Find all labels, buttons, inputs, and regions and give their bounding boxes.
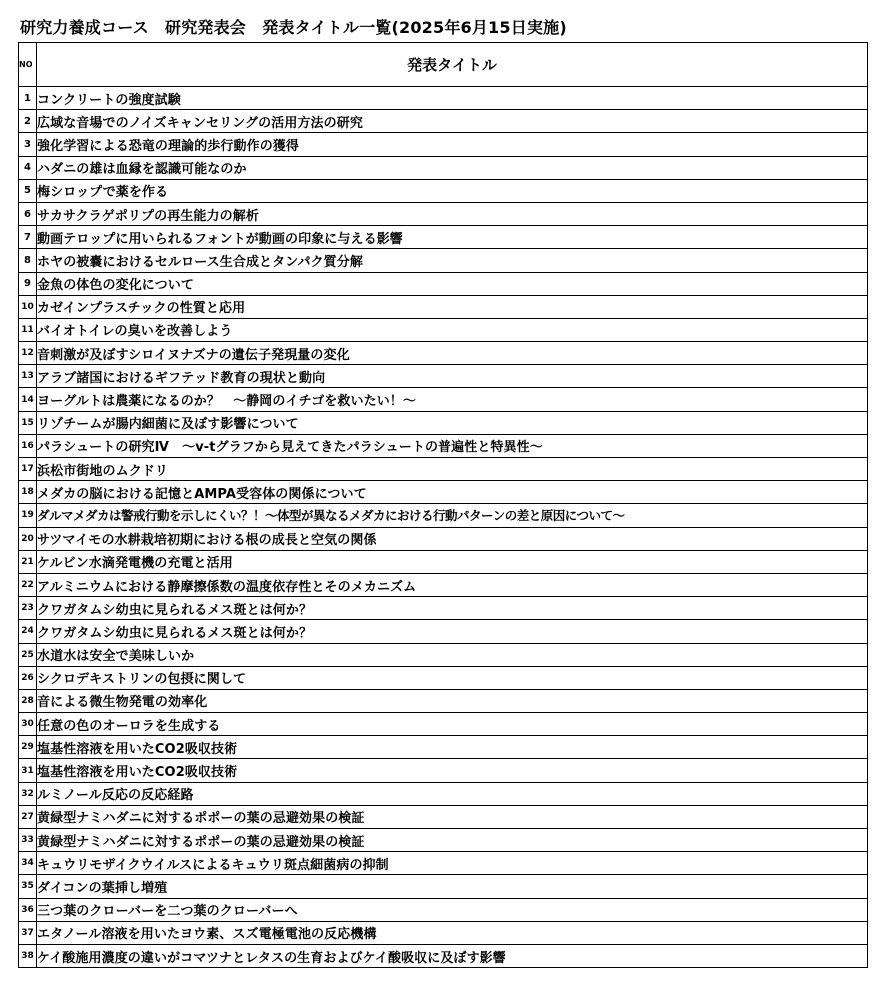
table-row bbox=[19, 411, 868, 434]
table-row bbox=[19, 921, 868, 944]
presentation-title: 音による微生物発電の効率化 bbox=[37, 689, 868, 712]
row-number: 8 bbox=[19, 249, 37, 272]
presentation-title: メダカの脳における記憶とAMPA受容体の関係について bbox=[37, 481, 868, 504]
table-row bbox=[19, 852, 868, 875]
presentation-title: シクロデキストリンの包摂に関して bbox=[37, 666, 868, 689]
table-row bbox=[19, 805, 868, 828]
table-row bbox=[19, 365, 868, 388]
row-number: 38 bbox=[19, 944, 37, 967]
row-number: 27 bbox=[19, 805, 37, 828]
table-row bbox=[19, 458, 868, 481]
presentation-title: アラブ諸国におけるギフテッド教育の現状と動向 bbox=[37, 365, 868, 388]
table-row bbox=[19, 713, 868, 736]
presentation-title: 強化学習による恐竜の理論的歩行動作の獲得 bbox=[37, 133, 868, 156]
table-row bbox=[19, 875, 868, 898]
presentation-title: サカサクラゲポリプの再生能力の解析 bbox=[37, 202, 868, 225]
presentation-title: 黄緑型ナミハダニに対するポポーの葉の忌避効果の検証 bbox=[37, 829, 868, 852]
row-number: 22 bbox=[19, 573, 37, 596]
table-row bbox=[19, 759, 868, 782]
presentation-title: 浜松市街地のムクドリ bbox=[37, 458, 868, 481]
presentation-title: エタノール溶液を用いたヨウ素、スズ電極電池の反応機構 bbox=[37, 921, 868, 944]
row-number: 10 bbox=[19, 295, 37, 318]
presentation-title: 任意の色のオーロラを生成する bbox=[37, 713, 868, 736]
table-row bbox=[19, 87, 868, 110]
presentation-title: 広域な音場でのノイズキャンセリングの活用方法の研究 bbox=[37, 110, 868, 133]
table-row bbox=[19, 133, 868, 156]
presentation-title: ケルビン水滴発電機の充電と活用 bbox=[37, 550, 868, 573]
presentation-title: 金魚の体色の変化について bbox=[37, 272, 868, 295]
table-row bbox=[19, 597, 868, 620]
table-row bbox=[19, 666, 868, 689]
row-number: 37 bbox=[19, 921, 37, 944]
row-number: 4 bbox=[19, 156, 37, 179]
presentation-title: クワガタムシ幼虫に見られるメス斑とは何か？ bbox=[37, 620, 868, 643]
table-row bbox=[19, 249, 868, 272]
row-number: 32 bbox=[19, 782, 37, 805]
table-row bbox=[19, 782, 868, 805]
presentation-title: 動画テロップに用いられるフォントが動画の印象に与える影響 bbox=[37, 226, 868, 249]
row-number: 18 bbox=[19, 481, 37, 504]
row-number: 7 bbox=[19, 226, 37, 249]
table-header-row bbox=[19, 43, 868, 87]
row-number: 28 bbox=[19, 689, 37, 712]
table-row bbox=[19, 689, 868, 712]
presentation-title: 梅シロップで薬を作る bbox=[37, 179, 868, 202]
column-header-title: 発表タイトル bbox=[37, 43, 868, 87]
presentation-title: ダイコンの葉挿し増殖 bbox=[37, 875, 868, 898]
presentation-title: 水道水は安全で美味しいか bbox=[37, 643, 868, 666]
table-row bbox=[19, 573, 868, 596]
table-row bbox=[19, 110, 868, 133]
row-number: 26 bbox=[19, 666, 37, 689]
presentation-title: 黄緑型ナミハダニに対するポポーの葉の忌避効果の検証 bbox=[37, 805, 868, 828]
row-number: 23 bbox=[19, 597, 37, 620]
presentation-title: サツマイモの水耕栽培初期における根の成長と空気の関係 bbox=[37, 527, 868, 550]
row-number: 29 bbox=[19, 736, 37, 759]
row-number: 31 bbox=[19, 759, 37, 782]
presentation-title: ダルマメダカは警戒行動を示しにくい？！〜体型が異なるメダカにおける行動パターンの差と原因について〜 bbox=[37, 504, 868, 527]
table-row bbox=[19, 156, 868, 179]
table-row bbox=[19, 504, 868, 527]
page-title: 研究力養成コース 研究発表会 発表タイトル一覧(2025年6月15日実施) bbox=[20, 18, 567, 37]
presentation-title: ヨーグルトは農薬になるのか？ 〜静岡のイチゴを救いたい！〜 bbox=[37, 388, 868, 411]
table-row bbox=[19, 434, 868, 457]
table-row bbox=[19, 202, 868, 225]
presentation-title: キュウリモザイクウイルスによるキュウリ斑点細菌病の抑制 bbox=[37, 852, 868, 875]
presentation-title: ハダニの雄は血縁を認識可能なのか bbox=[37, 156, 868, 179]
presentation-title: バイオトイレの臭いを改善しよう bbox=[37, 318, 868, 341]
row-number: 35 bbox=[19, 875, 37, 898]
row-number: 9 bbox=[19, 272, 37, 295]
row-number: 15 bbox=[19, 411, 37, 434]
table-body bbox=[19, 87, 868, 968]
row-number: 5 bbox=[19, 179, 37, 202]
table-row bbox=[19, 620, 868, 643]
row-number: 12 bbox=[19, 342, 37, 365]
table-row bbox=[19, 643, 868, 666]
row-number: 34 bbox=[19, 852, 37, 875]
table-row bbox=[19, 388, 868, 411]
presentation-title: ルミノール反応の反応経路 bbox=[37, 782, 868, 805]
row-number: 13 bbox=[19, 365, 37, 388]
table-row bbox=[19, 481, 868, 504]
row-number: 36 bbox=[19, 898, 37, 921]
row-number: 25 bbox=[19, 643, 37, 666]
row-number: 6 bbox=[19, 202, 37, 225]
row-number: 24 bbox=[19, 620, 37, 643]
row-number: 19 bbox=[19, 504, 37, 527]
presentation-title: リゾチームが腸内細菌に及ぼす影響について bbox=[37, 411, 868, 434]
presentation-title: 三つ葉のクローバーを二つ葉のクローバーへ bbox=[37, 898, 868, 921]
row-number: 16 bbox=[19, 434, 37, 457]
table-row bbox=[19, 318, 868, 341]
table-row bbox=[19, 272, 868, 295]
presentation-title: パラシュートの研究Ⅳ 〜v-tグラフから見えてきたパラシュートの普遍性と特異性〜 bbox=[37, 434, 868, 457]
presentation-title: 塩基性溶液を用いたCO2吸収技術 bbox=[37, 759, 868, 782]
table-row bbox=[19, 898, 868, 921]
presentation-title: ケイ酸施用濃度の違いがコマツナとレタスの生育およびケイ酸吸収に及ぼす影響 bbox=[37, 944, 868, 967]
row-number: 21 bbox=[19, 550, 37, 573]
row-number: 33 bbox=[19, 829, 37, 852]
table-row bbox=[19, 829, 868, 852]
table-row bbox=[19, 342, 868, 365]
presentation-title: カゼインプラスチックの性質と応用 bbox=[37, 295, 868, 318]
row-number: 17 bbox=[19, 458, 37, 481]
presentation-title: クワガタムシ幼虫に見られるメス斑とは何か？ bbox=[37, 597, 868, 620]
table-row bbox=[19, 550, 868, 573]
presentation-title: 塩基性溶液を用いたCO2吸収技術 bbox=[37, 736, 868, 759]
presentation-title: アルミニウムにおける静摩擦係数の温度依存性とそのメカニズム bbox=[37, 573, 868, 596]
row-number: 1 bbox=[19, 87, 37, 110]
row-number: 20 bbox=[19, 527, 37, 550]
table-row bbox=[19, 527, 868, 550]
presentation-title-table bbox=[18, 42, 868, 968]
row-number: 2 bbox=[19, 110, 37, 133]
row-number: 11 bbox=[19, 318, 37, 341]
table-row bbox=[19, 179, 868, 202]
column-header-no: NO bbox=[19, 43, 37, 87]
table-row bbox=[19, 736, 868, 759]
presentation-title: 音刺激が及ぼすシロイヌナズナの遺伝子発現量の変化 bbox=[37, 342, 868, 365]
presentation-title: ホヤの被嚢におけるセルロース生合成とタンパク質分解 bbox=[37, 249, 868, 272]
table-row bbox=[19, 226, 868, 249]
row-number: 30 bbox=[19, 713, 37, 736]
table-row bbox=[19, 295, 868, 318]
row-number: 3 bbox=[19, 133, 37, 156]
presentation-title: コンクリートの強度試験 bbox=[37, 87, 868, 110]
row-number: 14 bbox=[19, 388, 37, 411]
table-row bbox=[19, 944, 868, 967]
